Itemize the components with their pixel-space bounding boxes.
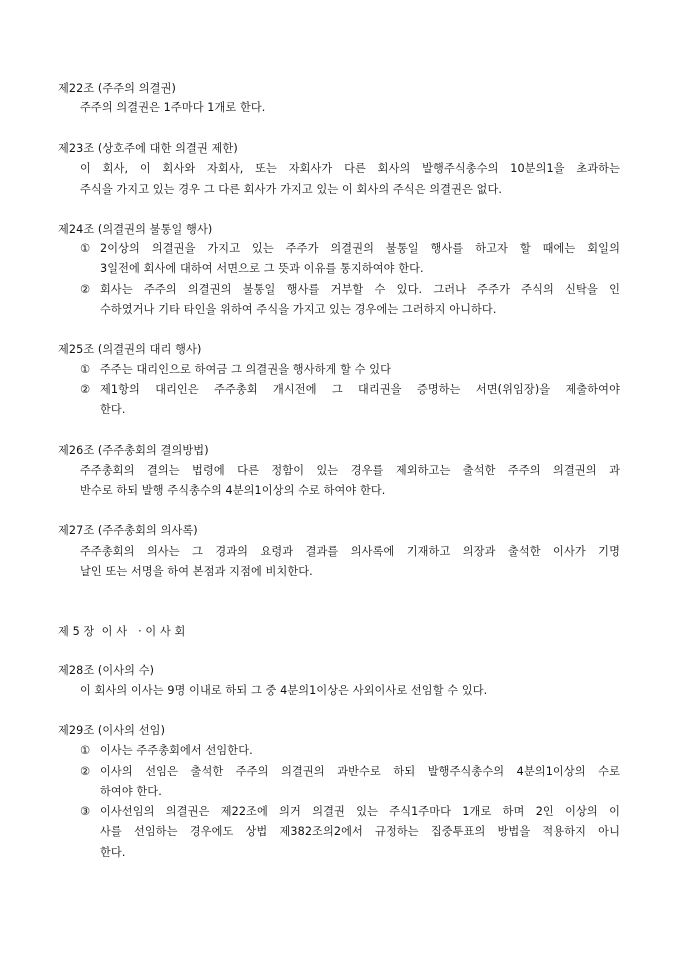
article-25-item-2-line-1: 제1항의 대리인은 주주총회 개시전에 그 대리권을 증명하는 서면(위임장)을 제출하여야	[100, 383, 620, 396]
article-29-item-3-line-3: 한다.	[100, 846, 126, 859]
article-29-item-3-line-2: 사를 선임하는 경우에도 상법 제382조의2에서 규정하는 집중투표의 방법을 적용하지 아니	[100, 825, 620, 838]
article-27-text-line-2: 날인 또는 서명을 하여 본점과 지점에 비치한다.	[80, 565, 313, 578]
article-29-item-1	[80, 744, 253, 758]
article-24-item-2	[80, 283, 620, 297]
article-24-item-2-line-2: 수하였거나 기타 타인을 위하여 주식을 가지고 있는 경우에는 그러하지 아니하다.	[100, 303, 497, 316]
item-marker: ③	[80, 805, 91, 818]
article-22-title: 제22조 (주주의 의결권)	[58, 82, 176, 95]
article-25-item-1	[80, 363, 391, 377]
article-25-item-2	[80, 383, 620, 397]
article-25-title: 제25조 (의결권의 대리 행사)	[58, 343, 202, 356]
article-28-text: 이 회사의 이사는 9명 이내로 하되 그 중 4분의1이상은 사외이사로 선임할 수 있다.	[80, 684, 488, 697]
article-24-title: 제24조 (의결권의 불통일 행사)	[58, 223, 213, 236]
item-marker: ①	[80, 242, 91, 255]
article-29-item-2	[80, 765, 620, 779]
article-23-text-line-1: 이 회사, 이 회사와 자회사, 또는 자회사가 다른 회사의 발행주식총수의 10분의1을 초과하는	[80, 162, 620, 175]
article-29-item-1-line-1: 이사는 주주총회에서 선임한다.	[100, 744, 253, 757]
article-23-title: 제23조 (상호주에 대한 의결권 제한)	[58, 142, 238, 155]
article-27-text-line-1: 주주총회의 의사는 그 경과의 요령과 결과를 의사록에 기재하고 의장과 출석한 이사가 기명	[80, 545, 620, 558]
article-22-text: 주주의 의결권은 1주마다 1개로 한다.	[80, 101, 266, 114]
item-marker: ②	[80, 283, 91, 296]
article-29-item-2-line-2: 하여야 한다.	[100, 785, 162, 798]
article-24-item-1-line-1: 2이상의 의결권을 가지고 있는 주주가 의결권의 불통일 행사를 하고자 할 때에는 회일의	[100, 242, 620, 255]
article-28-title: 제28조 (이사의 수)	[58, 664, 155, 677]
item-marker: ②	[80, 765, 91, 778]
article-26-title: 제26조 (주주총회의 결의방법)	[58, 444, 209, 457]
item-marker: ①	[80, 363, 91, 376]
article-26-text-line-2: 반수로 하되 발행 주식총수의 4분의1이상의 수로 하여야 한다.	[80, 484, 386, 497]
item-marker: ①	[80, 744, 91, 757]
article-27-title: 제27조 (주주총회의 의사록)	[58, 524, 198, 537]
article-25-item-2-line-2: 한다.	[100, 403, 126, 416]
article-29-item-2-line-1: 이사의 선임은 출석한 주주의 의결권의 과반수로 하되 발행주식총수의 4분의1이상의 수로	[100, 765, 620, 778]
article-29-title: 제29조 (이사의 선임)	[58, 724, 166, 737]
article-24-item-1	[80, 242, 620, 256]
article-24-item-2-line-1: 회사는 주주의 의결권의 불통일 행사를 거부할 수 있다. 그러나 주주가 주식의 신탁을 인	[100, 283, 620, 296]
article-23-text-line-2: 주식을 가지고 있는 경우 그 다른 회사가 가지고 있는 이 회사의 주식은 의결권은 없다.	[80, 183, 503, 196]
item-marker: ②	[80, 383, 91, 396]
article-25-item-1-line-1: 주주는 대리인으로 하여금 그 의결권을 행사하게 할 수 있다	[100, 363, 392, 376]
article-29-item-3	[80, 805, 620, 819]
article-29-item-3-line-1: 이사선임의 의결권은 제22조에 의거 의결권 있는 주식1주마다 1개로 하며 2인 이상의 이	[100, 805, 620, 818]
article-26-text-line-1: 주주총회의 결의는 법령에 다른 정함이 있는 경우를 제외하고는 출석한 주주의 의결권의 과	[80, 464, 620, 477]
article-24-item-1-line-2: 3일전에 회사에 대하여 서면으로 그 뜻과 이유를 통지하여야 한다.	[100, 262, 424, 275]
chapter-5-heading: 제 5 장 이 사 · 이 사 회	[58, 625, 186, 638]
